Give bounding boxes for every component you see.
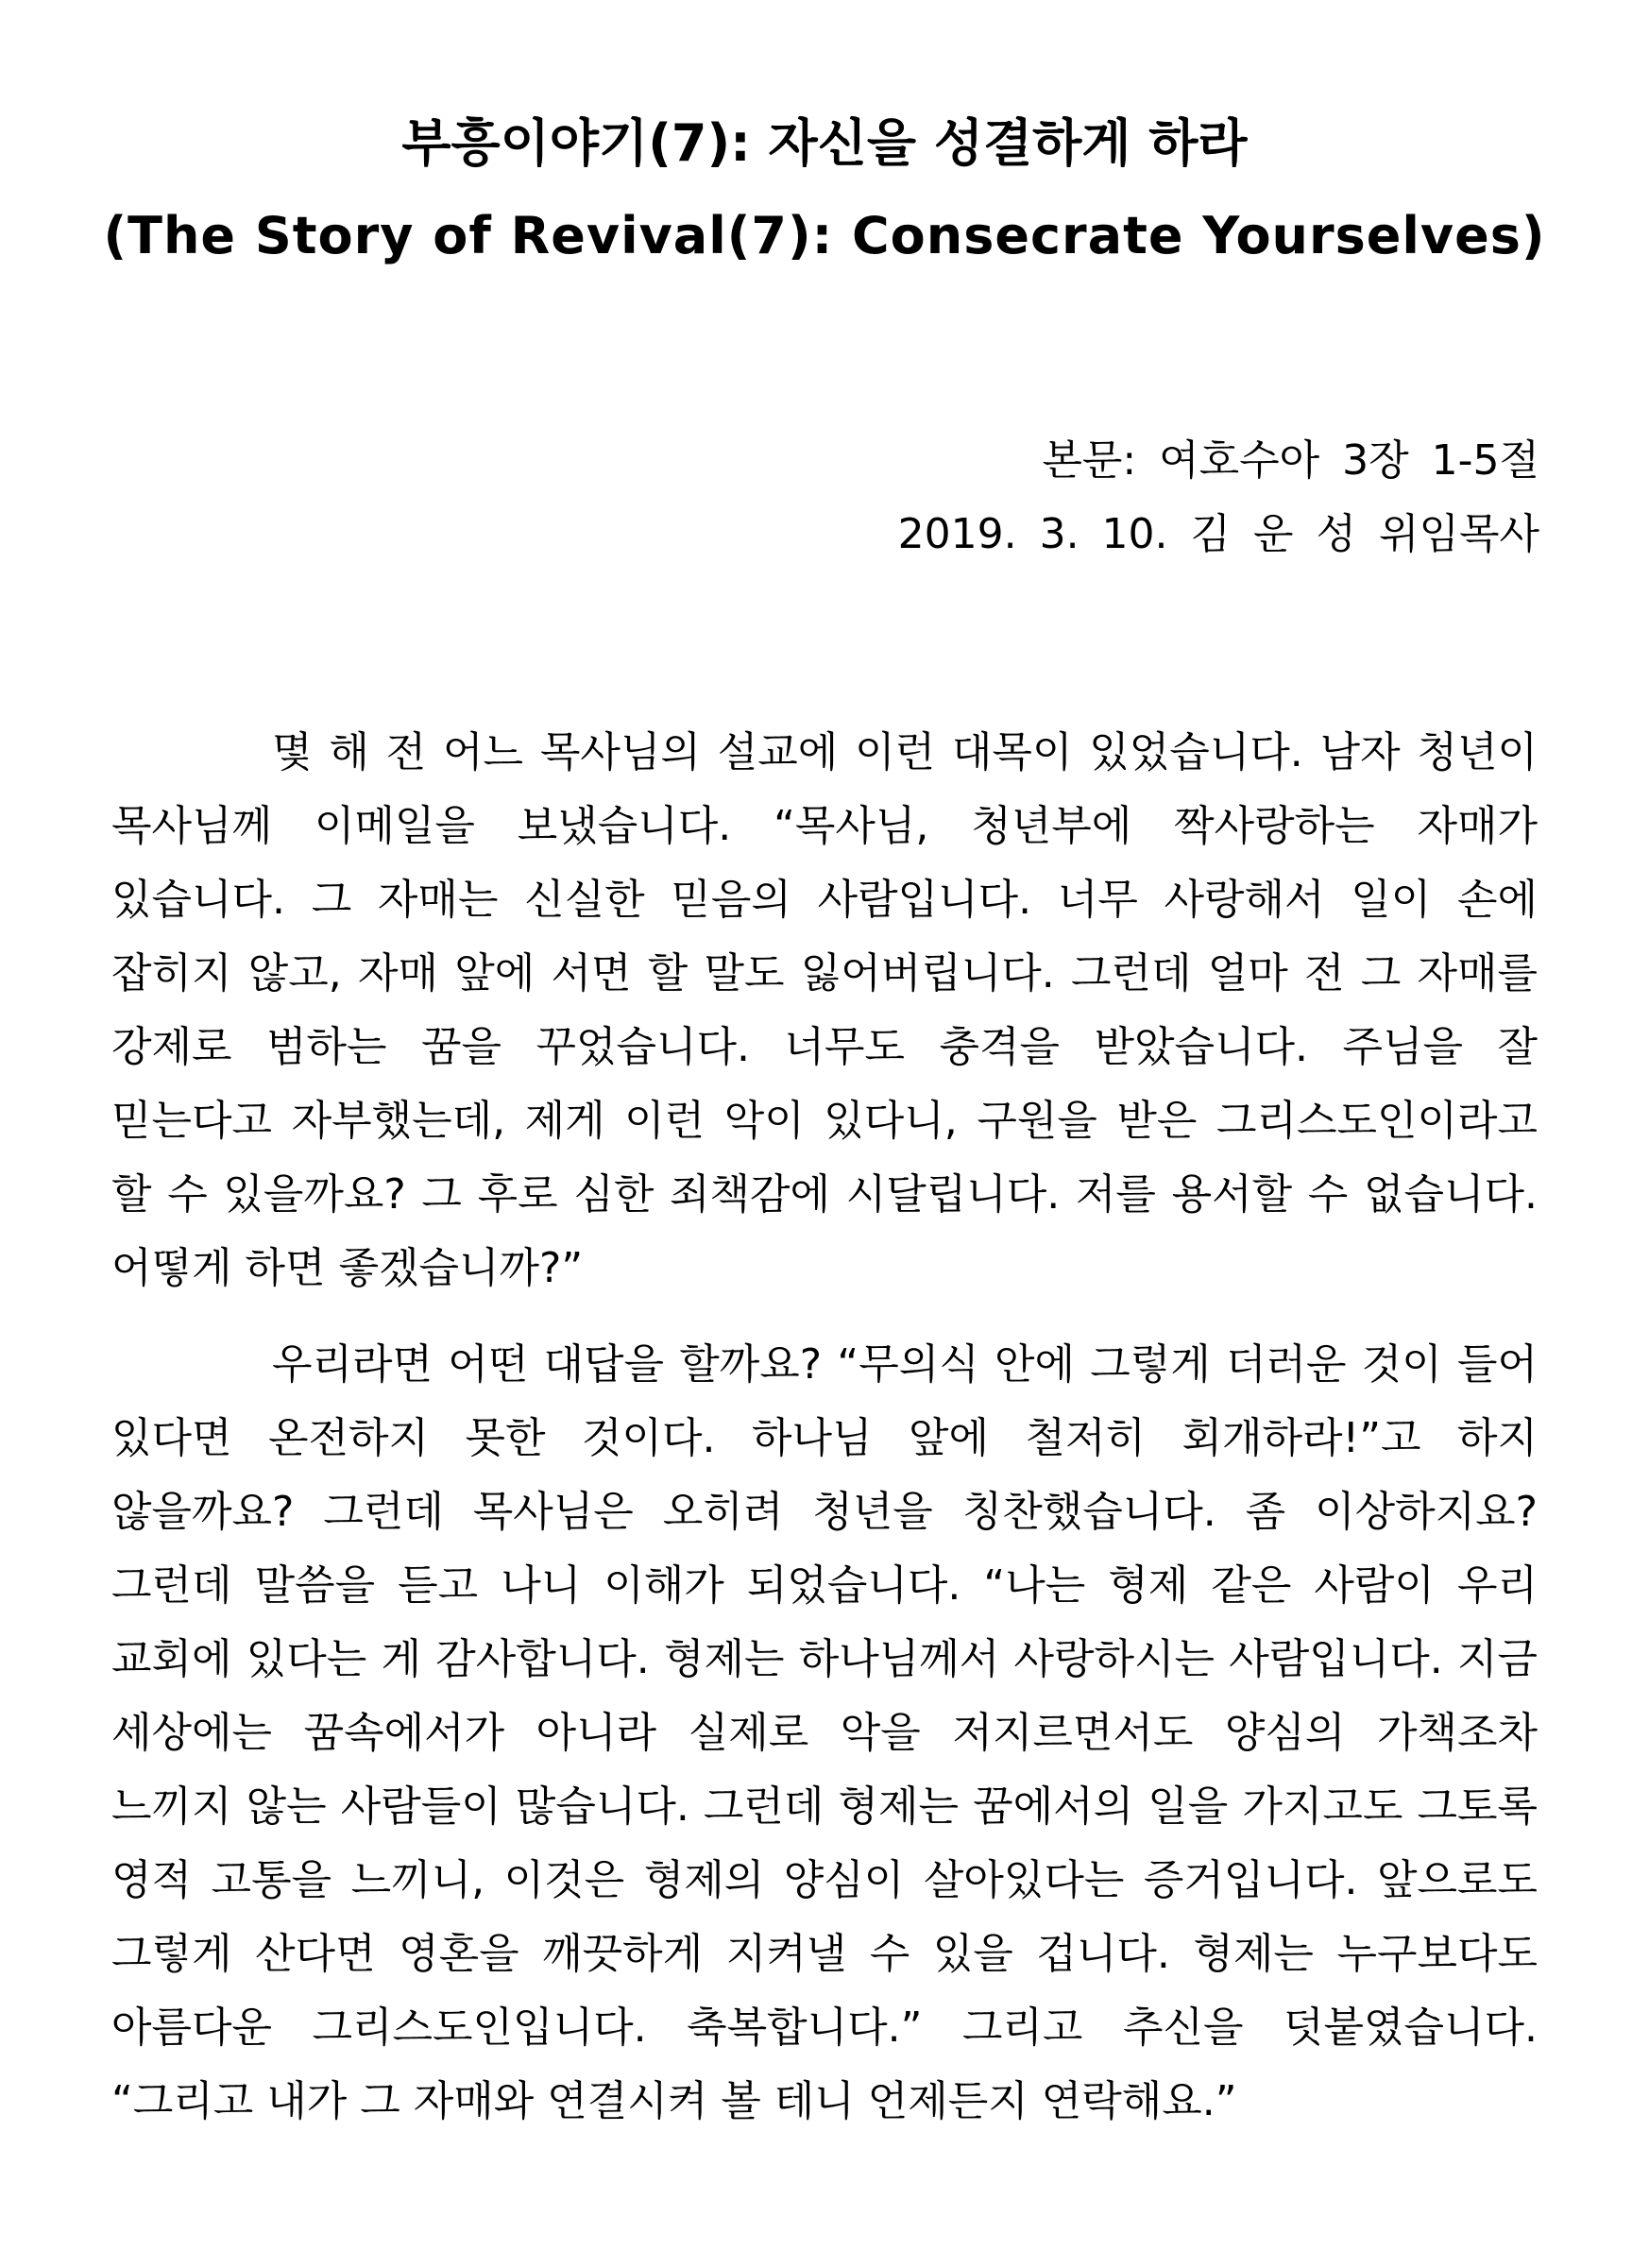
scripture-passage: 본문: 여호수아 3장 1-5절 (1042, 436, 1539, 485)
sermon-title-korean: 부흥이야기(7): 자신을 성결하게 하라 (401, 113, 1248, 173)
body-paragraph-2: 우리라면 어떤 대답을 할까요? “무의식 안에 그렇게 더러운 것이 들어 있다면 온전하지 못한 것이다. 하나님 앞에 철저히 회개하라!”고 하지 않을까요? 그런데 목사님은 오히려 청년을 칭찬했습니다. 좀 이상하지요? 그런데 말씀을 듣고 나니 이해가 되었습니다. “나는 형제 같은 사람이 우리 교회에 있다는 게 감사합니다. 형제는 하나님께서 사랑하시는 사람입니다. 지금 세상에는 꿈속에서가 아니라 실제로 악을 저지르면서도 양심의 가책조차 느끼지 않는 사람들이 많습니다. 그런데 형제는 꿈에서의 일을 가지고도 그토록 영적 고통을 느끼니, 이것은 형제의 양심이 살아있다는 증거입니다. 앞으로도 그렇게 산다면 영혼을 깨끗하게 지켜낼 수 있을 겁니다. 형제는 누구보다도 아름다운 그리스도인입니다. 축복합니다.” 그리고 추신을 덧붙였습니다. “그리고 내가 그 자매와 연결시켜 볼 테니 언제든지 연락해요.” (111, 1340, 1538, 2125)
date-and-author: 2019. 3. 10. 김 운 성 위임목사 (897, 510, 1539, 558)
body-paragraph-1: 몇 해 전 어느 목사님의 설교에 이런 대목이 있었습니다. 남자 청년이 목사님께 이메일을 보냈습니다. “목사님, 청년부에 짝사랑하는 자매가 있습니다. 그 자매는 신실한 믿음의 사람입니다. 너무 사랑해서 일이 손에 잡히지 않고, 자매 앞에 서면 할 말도 잃어버립니다. 그런데 얼마 전 그 자매를 강제로 범하는 꿈을 꾸었습니다. 너무도 충격을 받았습니다. 주님을 잘 믿는다고 자부했는데, 제게 이런 악이 있다니, 구원을 받은 그리스도인이라고 할 수 있을까요? 그 후로 심한 죄책감에 시달립니다. 저를 용서할 수 없습니다. 어떻게 하면 좋겠습니까?” (111, 728, 1538, 1292)
sermon-title-english: (The Story of Revival(7): Consecrate Yourselves) (103, 206, 1546, 265)
